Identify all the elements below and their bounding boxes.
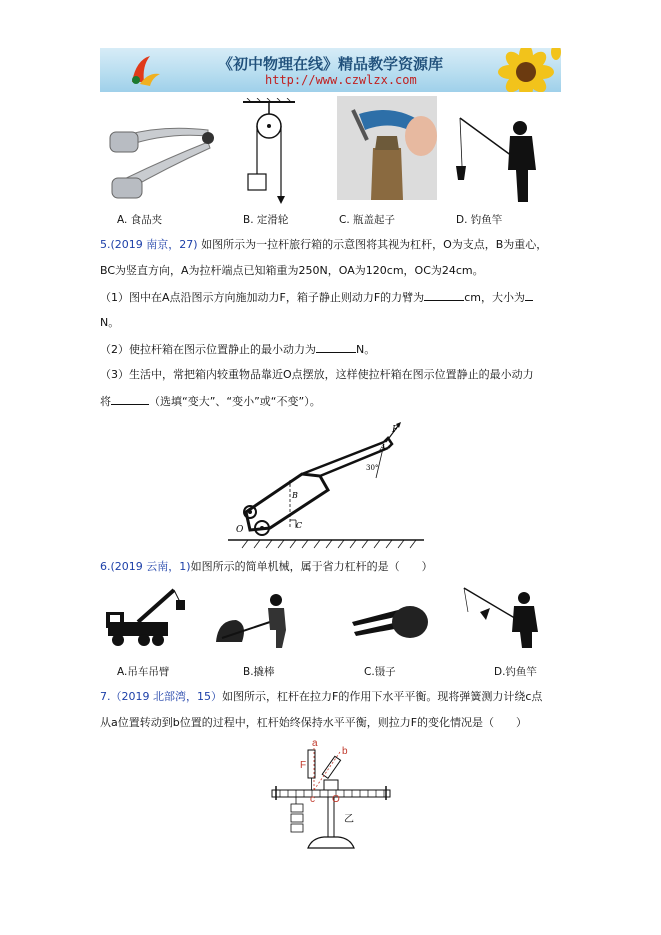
q5-source: (2019 南京，27): [110, 238, 198, 251]
crane-truck-image: [104, 584, 188, 652]
q7-source: （2019 北部湾，15）: [110, 690, 222, 703]
balance-label-c: c: [310, 794, 315, 805]
q5-line-4: N。: [100, 316, 120, 329]
q4-option-a: A. 食品夹: [117, 214, 163, 226]
tweezers-image: [348, 592, 432, 646]
q7-line-1: [100, 690, 542, 704]
q5-part3-prefix: 将: [100, 395, 111, 408]
q5-line-6: （3）生活中，常把箱内较重物品靠近O点摆放，这样使拉杆箱在图示位置静止的最小动力: [100, 368, 534, 381]
balance-label-f: F: [300, 760, 307, 771]
q5-blank-force[interactable]: [525, 290, 533, 301]
luggage-label-b: B: [292, 491, 298, 500]
fishing-rod-image-q4: [452, 110, 544, 204]
q5-number: 5.: [100, 238, 111, 251]
lever-balance-diagram: [268, 738, 394, 858]
q5-part2-text: （2）使拉杆箱在图示位置静止的最小动力为: [100, 343, 316, 356]
banner-url: http://www.czwlzx.com: [265, 73, 417, 87]
banner-title: 《初中物理在线》精品教学资源库: [218, 55, 444, 73]
crowbar-image: [212, 590, 292, 650]
q7-text-1: 如图所示，杠杆在拉力F的作用下水平平衡。现将弹簧测力计绕c点: [222, 690, 543, 703]
luggage-lever-diagram: [228, 420, 424, 550]
q5-line-3: [100, 290, 533, 305]
q5-blank-min-force[interactable]: [316, 342, 356, 353]
q5-line-2: BC为竖直方向，A为拉杆端点已知箱重为250N，OA为120cm，OC为24cm。: [100, 264, 484, 277]
q5-part1-text: （1）图中在A点沿图示方向施加动力F，箱子静止则动力F的力臂为: [100, 291, 425, 304]
bottle-opener-image: [337, 96, 437, 200]
fixed-pulley-image: [243, 98, 295, 206]
q6-option-d: D.钓鱼竿: [494, 666, 537, 678]
q6-text: 如图所示的简单机械，属于省力杠杆的是（ ）: [190, 560, 433, 573]
site-logo-icon: [126, 52, 162, 88]
q5-part2-unit: N。: [356, 343, 376, 356]
q6-option-b: B.撬棒: [243, 666, 275, 678]
q4-option-d: D. 钓鱼竿: [456, 214, 503, 226]
sunflower-icon: [486, 48, 561, 92]
q5-blank-arm[interactable]: [424, 290, 464, 301]
q6-line-1: [100, 560, 433, 574]
luggage-label-angle: 30°: [366, 464, 379, 472]
q5-part1-unit: cm，大小为: [464, 291, 525, 304]
q4-option-c: C. 瓶盖起子: [339, 214, 396, 226]
luggage-label-a: A: [380, 443, 386, 452]
q5-blank-change[interactable]: [111, 394, 149, 405]
balance-label-b: b: [342, 746, 348, 757]
q7-number: 7.: [100, 690, 111, 703]
balance-label-o: O: [332, 794, 340, 805]
q6-number: 6.: [100, 560, 111, 573]
q5-line-1: [100, 238, 547, 252]
q6-option-c: C.镊子: [364, 666, 396, 678]
q4-option-b: B. 定滑轮: [243, 214, 289, 226]
q6-option-a: A.吊车吊臂: [117, 666, 170, 678]
q6-source: (2019 云南，1): [110, 560, 191, 573]
q5-line-7: [100, 394, 321, 409]
q5-part3-text: （选填“变大”、“变小”或“不变”）。: [149, 395, 321, 408]
q5-line-5: [100, 342, 375, 357]
luggage-label-c: C: [296, 521, 303, 530]
header-banner: [100, 48, 561, 92]
luggage-label-o: O: [236, 525, 244, 535]
balance-label-a: a: [312, 738, 318, 749]
fishing-rod-image-q6: [460, 584, 544, 650]
q7-line-2: 从a位置转动到b位置的过程中，杠杆始终保持水平平衡，则拉力F的变化情况是（ ）: [100, 716, 528, 729]
food-tongs-image: [108, 118, 218, 204]
balance-label-yi: 乙: [344, 814, 354, 825]
luggage-label-f: F: [392, 425, 399, 435]
q5-text-1: 如图所示为一拉杆旅行箱的示意图将其视为杠杆，O为支点，B为重心，: [201, 238, 548, 251]
